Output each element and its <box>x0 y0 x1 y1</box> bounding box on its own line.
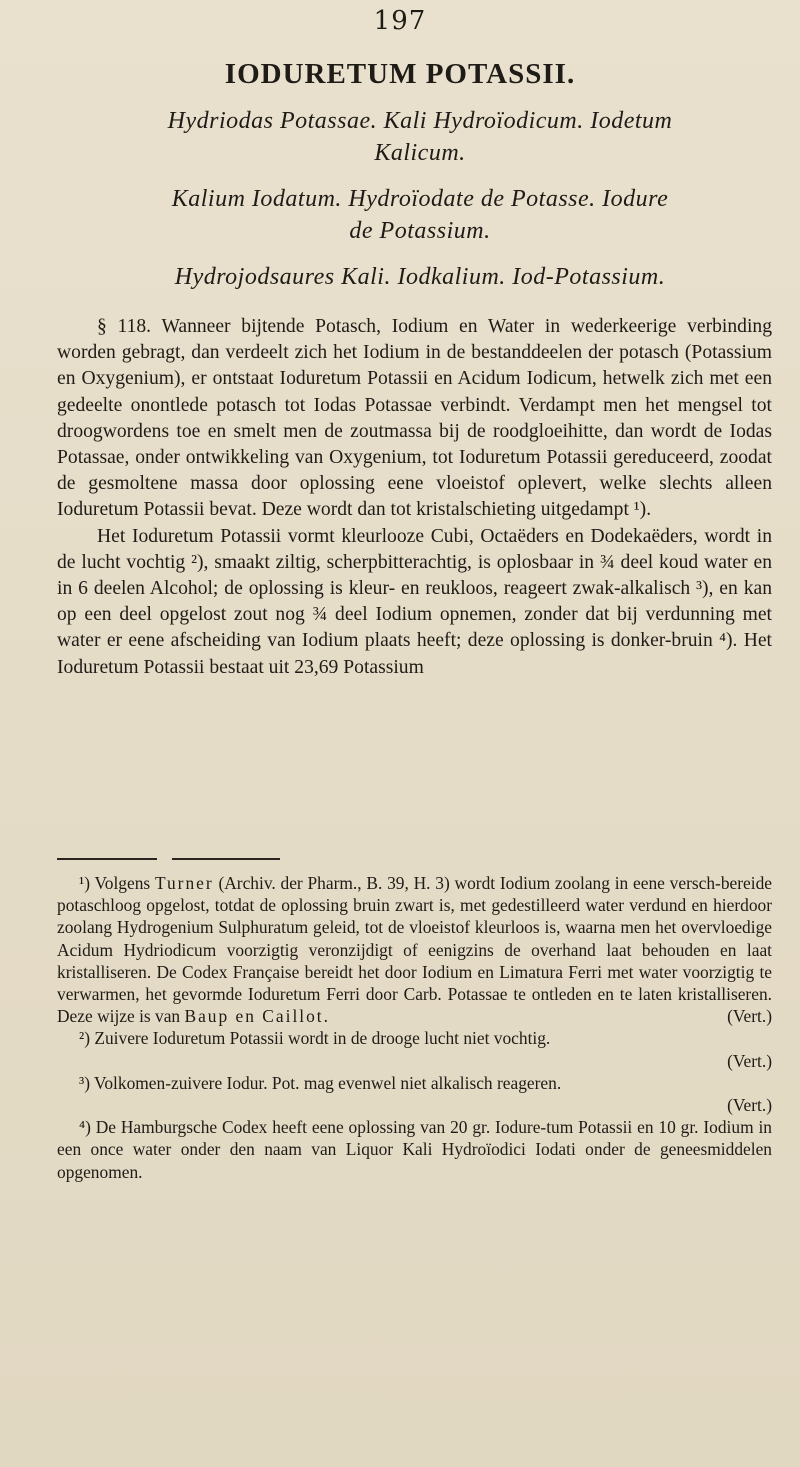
footnotes <box>57 872 772 1183</box>
synonym-line-4: de Potassium. <box>349 218 491 244</box>
page-number: 197 <box>373 6 427 36</box>
synonym-line-1: Hydriodas Potassae. Kali Hydroïodicum. Iodetum <box>167 108 673 134</box>
footnote-rule-left <box>57 858 157 860</box>
footnote-3: ³) Volkomen-zuivere Iodur. Pot. mag evenwel niet alkalisch reageren. <box>79 1072 562 1093</box>
paragraph-118: § 118. Wanneer bijtende Potasch, Iodium en Water in wederkeerige verbinding worden gebragt, dan verdeelt zich het Iodium in de bestanddeelen der potasch (Potassium en Oxygenium), er ontstaat Ioduretum Potassii en Acidum Iodicum, hetwelk zich met een gedeelte onontlede potasch tot Iodas Potassae verbindt. Verdampt men het mengsel tot droogwordens toe en smelt men de zoutmassa bij de roodgloeihitte, dan wordt de Iodas Potassae, onder ontwikkeling van Oxygenium, tot Ioduretum Potassii gereduceerd, zoodat de gesmoltene massa door oplossing eene vloeistof oplevert, welke slechts alleen Ioduretum Potassii bevat. Deze wordt dan tot kristalschieting uitgedampt ¹). <box>57 316 772 521</box>
paragraph-properties: Het Ioduretum Potassii vormt kleurlooze Cubi, Octaëders en Dodekaëders, wordt in de lucht vochtig ²), smaakt ziltig, scherpbitterachtig, is oplosbaar in ¾ deel koud water en in 6 deelen Alcohol; de oplossing is kleur- en reukloos, reageert zwak-alkalisch ³), en kan op een deel opgelost zout nog ¾ deel Iodium opnemen, zonder dat bij verdunning met water er eene afscheiding van Iodium plaats heeft; deze oplossing is donker-bruin ⁴). Het Ioduretum Potassii bestaat uit 23,69 Potassium <box>57 525 772 678</box>
footnote-1: ¹) Volgens Turner (Archiv. der Pharm., B. 39, H. 3) wordt Iodium zoolang in eene versch-bereide potaschloog opgelost, totdat de oplossing bruin zwart is, met gedestilleerd water verdund en hierdoor zoolang Hydrogenium Sulphuratum geleid, tot de vloeistof kleurloos is, waarna men het overvloedige Acidum Hydriodicum voorzigtig veronzijdigt of eenigzins de overhand laat behouden en laat kristalliseren. De Codex Française bereidt het door Iodium en Limatura Ferri met water voorzigtig te verwarmen, het gevormde Ioduretum Ferri door Carb. Potassae te ontleden en te laten kristalliseren. Deze wijze is van Baup en Caillot. (Vert.) <box>57 873 772 1027</box>
page-title: IODURETUM POTASSII. <box>224 58 576 90</box>
synonym-line-3: Kalium Iodatum. Hydroïodate de Potasse. Iodure <box>171 186 669 212</box>
footnote-rule-right <box>172 858 280 860</box>
author-baup-caillot: Baup en Caillot. <box>184 1006 330 1027</box>
footnote-3-sig: (Vert.) <box>727 1095 772 1116</box>
synonym-line-2: Kalicum. <box>374 140 466 166</box>
author-turner: Turner <box>154 873 214 893</box>
footnote-2-sig: (Vert.) <box>727 1050 772 1071</box>
footnote-4: ⁴) De Hamburgsche Codex heeft eene oplossing van 20 gr. Iodure-tum Potassii en 10 gr. Iodium in een once water onder den naam van Liquor Kali Hydroïodici Iodati onder de geneesmiddelen opgenomen. <box>57 1117 772 1182</box>
main-text <box>57 314 772 681</box>
footnote-1-sig: (Vert.) <box>727 1006 772 1027</box>
footnote-2: ²) Zuivere Ioduretum Potassii wordt in de drooge lucht niet vochtig. <box>79 1028 551 1049</box>
synonym-line-5: Hydrojodsaures Kali. Iodkalium. Iod-Potassium. <box>174 264 666 290</box>
